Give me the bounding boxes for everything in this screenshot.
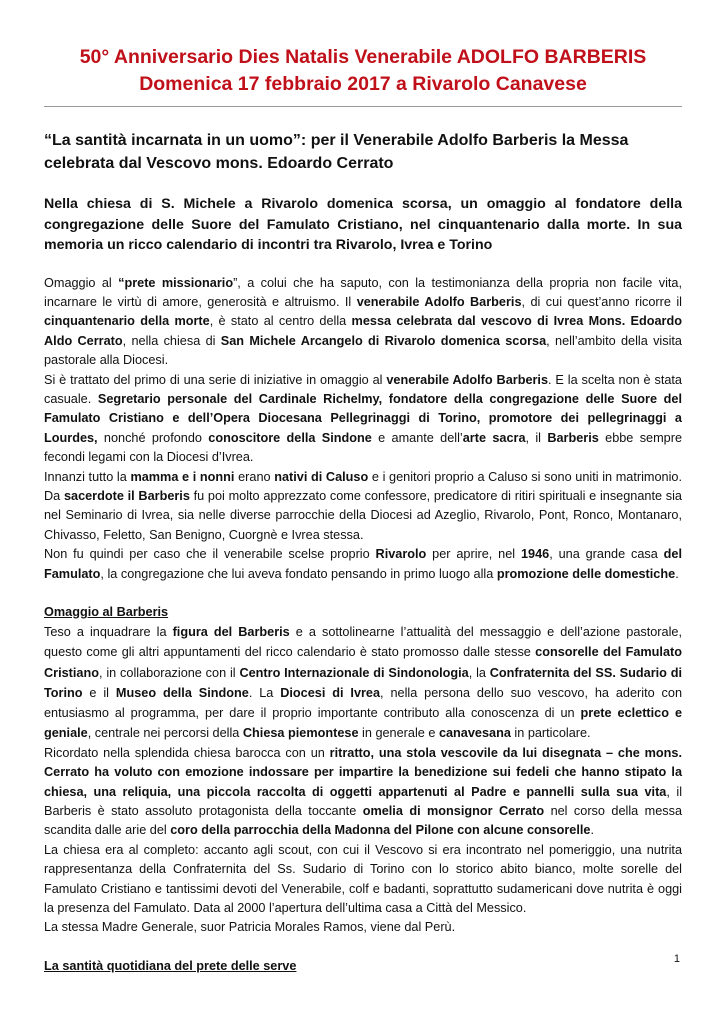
paragraph-8: La stessa Madre Generale, suor Patricia Morales Ramos, viene dal Perù.	[44, 920, 456, 935]
section-heading-omaggio: Omaggio al Barberis	[44, 605, 169, 619]
document-page	[44, 44, 682, 976]
paragraph-5: Teso a inquadrare la figura del Barberis e a sottolinearne l’attualità del messaggio e dell’azione pastorale, questo come gli altri appuntamenti del ricco calendario è stato promosso dalle stesse consorelle del Famulato Cristiano, in collaborazione con il Centro Internazionale di Sindonologia, la Confraternita del SS. Sudario di Torino e il Museo della Sindone. La Diocesi di Ivrea, nella persona dello suo vescovo, ha aderito con entusiasmo al programma, per dare il proprio importante contributo alla conoscenza di un prete eclettico e geniale, centrale nei percorsi della Chiesa piemontese in generale e canavesana in particolare.	[44, 625, 683, 741]
paragraph-2: Si è trattato del primo di una serie di iniziative in omaggio al venerabile Adolfo Barberis. E la scelta non è stata casuale. Segretario personale del Cardinale Richelmy, fondatore della congregazione delle Suore del Famulato Cristiano e dell’Opera Diocesana Pellegrinaggi di Torino, promotore dei pellegrinaggi a Lourdes, nonché profondo conoscitore della Sindone e amante dell’arte sacra, il Barberis ebbe sempre fecondi legami con la Diocesi d’Ivrea.	[44, 372, 683, 465]
title-line-2: Domenica 17 febbraio 2017 a Rivarolo Canavese	[139, 73, 587, 95]
paragraph-6: Ricordato nella splendida chiesa barocca con un ritratto, una stola vescovile da lui disegnata – che mons. Cerrato ha voluto con emozione indossare per impartire la benedizione sui fedeli che hanno stipato la chiesa, una reliquia, una piccola raccolta di oggetti appartenuti al Padre e pannelli sulla sua vita, il Barberis è stato assoluto protagonista della toccante omelia di monsignor Cerrato nel corso della messa scandita dalle arie del coro della parrocchia della Madonna del Pilone con alcune consorelle.	[44, 745, 683, 838]
paragraph-3: Innanzi tutto la mamma e i nonni erano nativi di Caluso e i genitori proprio a Caluso si sono uniti in matrimonio. Da sacerdote il Barberis fu poi molto apprezzato come confessore, predicatore di ritiri spirituali e insegnante sia nel Seminario di Ivrea, sia nelle diverse parrocchie della Diocesi ad Azeglio, Rivarolo, Pont, Ronco, Montanaro, Chivasso, Feletto, San Benigno, Cuorgnè e Ivrea stessa.	[44, 469, 682, 542]
paragraph-7: La chiesa era al completo: accanto agli scout, con cui il Vescovo si era incontrato nel pomeriggio, una nutrita rappresentanza della Confraternita del Ss. Sudario di Torino con lo storico abito bianco, molte sorelle del Famulato Cristiano e tantissimi devoti del Venerabile, colf e badanti, soprattutto sudamericani dove nutrita è oggi la presenza del Famulato. Data al 2000 l’apertura dell’ultima casa a Città del Messico.	[44, 842, 682, 916]
article-lead: Nella chiesa di S. Michele a Rivarolo domenica scorsa, un omaggio al fondatore della congregazione delle Suore del Famulato Cristiano, nel cinquantenario dalla morte. In sua memoria un ricco calendario di incontri tra Rivarolo, Ivrea e Torino	[44, 196, 682, 253]
article-subtitle: “La santità incarnata in un uomo”: per il Venerabile Adolfo Barberis la Messa celebrata dal Vescovo mons. Edoardo Cerrato	[44, 132, 629, 172]
title-divider	[44, 106, 682, 107]
section-heading-santita: La santità quotidiana del prete delle serve	[44, 958, 297, 973]
page-number: 1	[673, 953, 680, 965]
paragraph-4: Non fu quindi per caso che il venerabile scelse proprio Rivarolo per aprire, nel 1946, una grande casa del Famulato, la congregazione che lui aveva fondato pensando in primo luogo alla promozione delle domestiche.	[44, 547, 682, 581]
document-title	[44, 44, 682, 98]
title-line-1: 50° Anniversario Dies Natalis Venerabile ADOLFO BARBERIS	[79, 46, 647, 68]
paragraph-1: Omaggio al “prete missionario”, a colui che ha saputo, con la testimonianza della propria non facile vita, incarnare le virtù di amore, generosità e altruismo. Il venerabile Adolfo Barberis, di cui quest’anno ricorre il cinquantenario della morte, è stato al centro della messa celebrata dal vescovo di Ivrea Mons. Edoardo Aldo Cerrato, nella chiesa di San Michele Arcangelo di Rivarolo domenica scorsa, nell’ambito della visita pastorale alla Diocesi.	[44, 275, 683, 368]
